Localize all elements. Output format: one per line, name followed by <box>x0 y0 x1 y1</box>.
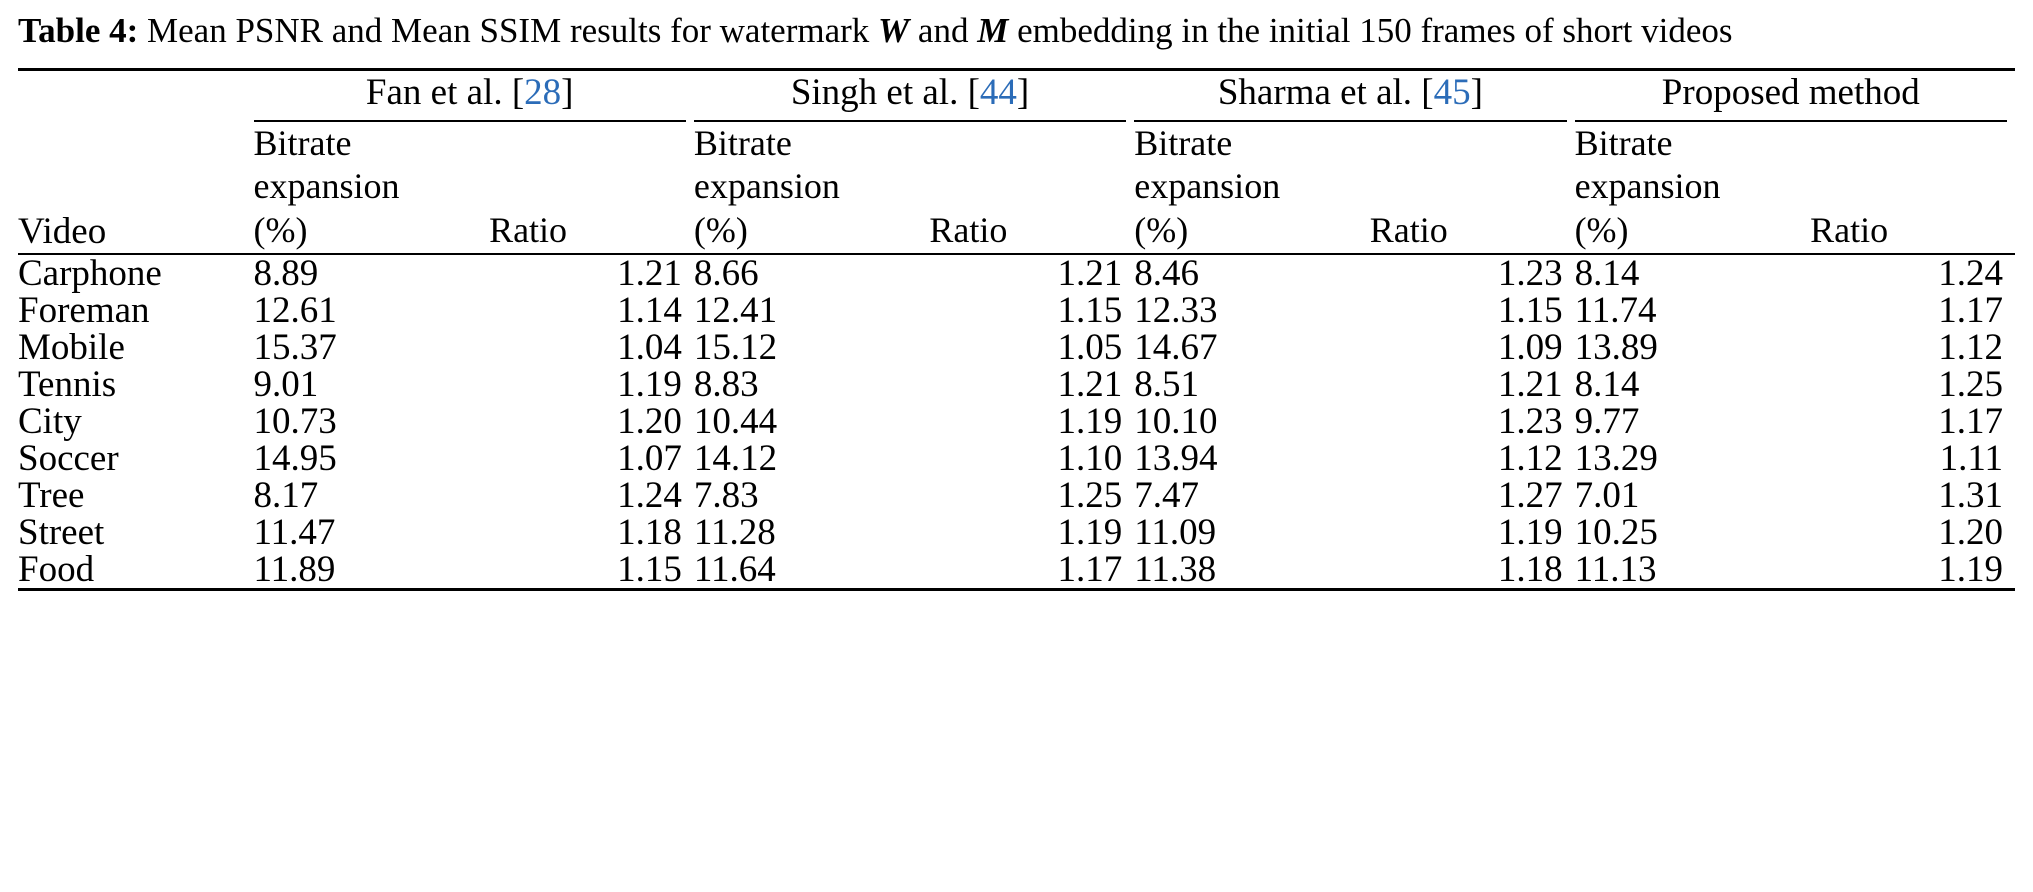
sub-bitrate-line1: Bitrate <box>1574 122 1673 163</box>
cell-ratio-singh: 1.21 <box>929 254 1134 292</box>
cell-bitrate-sharma: 8.51 <box>1134 364 1199 406</box>
group-singh-ref[interactable]: 44 <box>979 71 1017 113</box>
cell-bitrate-singh: 8.66 <box>694 254 930 292</box>
cell-bitrate-sharma: 13.94 <box>1134 438 1218 480</box>
cell-ratio-proposed: 1.12 <box>1938 327 2003 369</box>
sub-bitrate-line2: expansion <box>1574 166 1721 207</box>
caption-text-1: Mean PSNR and Mean SSIM results for watermark <box>138 11 879 50</box>
row-label: Food <box>18 549 95 591</box>
cell-ratio-fan: 1.21 <box>489 254 694 292</box>
cell-bitrate-proposed: 8.14 <box>1575 254 1811 292</box>
row-label: Tennis <box>18 364 117 406</box>
cell-ratio-singh: 1.10 <box>1057 438 1123 480</box>
cell-ratio-fan: 1.15 <box>617 549 682 591</box>
cell-ratio-fan: 1.18 <box>617 512 682 554</box>
cell-bitrate-proposed: 10.25 <box>1574 512 1658 554</box>
sub-bitrate-line2: expansion <box>693 166 840 207</box>
group-header-proposed <box>1575 69 2015 122</box>
cell-ratio-sharma: 1.27 <box>1497 475 1563 517</box>
sub-header-ratio-sharma: Ratio <box>1369 210 1448 251</box>
group-header-sharma <box>1134 69 1574 122</box>
cell-ratio-proposed: 1.11 <box>1939 438 2003 480</box>
cell-ratio-singh: 1.17 <box>1057 549 1123 591</box>
cell-bitrate-singh: 11.28 <box>693 512 776 554</box>
sub-bitrate-line2: expansion <box>253 166 400 207</box>
caption-label: Table 4: <box>18 11 139 50</box>
cell-bitrate-fan: 9.01 <box>253 364 319 406</box>
cell-ratio-singh: 1.05 <box>1057 327 1123 369</box>
caption-symbol-w: W <box>878 11 910 50</box>
table-row <box>18 477 2015 514</box>
cell-bitrate-proposed: 9.77 <box>1574 401 1640 443</box>
caption-text-3: embedding in the initial 150 frames of short videos <box>1008 11 1733 50</box>
cell-bitrate-proposed: 7.01 <box>1574 475 1640 517</box>
cell-ratio-sharma: 1.09 <box>1497 327 1563 369</box>
cell-bitrate-singh: 12.41 <box>693 290 778 332</box>
cell-bitrate-fan: 8.17 <box>253 475 319 517</box>
cell-bitrate-singh: 15.12 <box>693 327 778 369</box>
cell-bitrate-fan: 11.89 <box>253 549 336 591</box>
sub-bitrate-line1: Bitrate <box>253 122 352 163</box>
cell-ratio-sharma: 1.21 <box>1497 364 1563 406</box>
cell-ratio-sharma: 1.15 <box>1497 290 1563 332</box>
cell-ratio-proposed: 1.17 <box>1938 401 2003 443</box>
table-row <box>18 403 2015 440</box>
cell-ratio-singh: 1.25 <box>1057 475 1123 517</box>
sub-bitrate-line3: (%) <box>1574 210 1629 251</box>
cell-bitrate-sharma: 12.33 <box>1134 290 1218 332</box>
cell-bitrate-sharma: 7.47 <box>1134 475 1199 517</box>
cell-bitrate-proposed: 13.29 <box>1574 438 1658 480</box>
cell-ratio-singh: 1.19 <box>1057 512 1123 554</box>
sub-bitrate-line3: (%) <box>1134 210 1189 251</box>
results-table <box>18 68 2015 593</box>
sub-bitrate-line1: Bitrate <box>1134 122 1233 163</box>
caption-symbol-m: M <box>977 11 1009 50</box>
row-label: City <box>18 401 82 443</box>
cell-bitrate-sharma: 8.46 <box>1134 254 1370 292</box>
table-row <box>18 254 2015 292</box>
group-header-row <box>18 69 2015 122</box>
cell-ratio-sharma: 1.18 <box>1497 549 1563 591</box>
cell-bitrate-singh: 10.44 <box>693 401 778 443</box>
cell-bitrate-singh: 14.12 <box>693 438 778 480</box>
row-label: Tree <box>18 475 85 517</box>
cell-ratio-fan: 1.19 <box>617 364 682 406</box>
cell-bitrate-fan: 11.47 <box>253 512 336 554</box>
group-fan-close: ] <box>561 71 574 113</box>
group-sharma-name: Sharma et al. [ <box>1217 71 1434 113</box>
table-row <box>18 551 2015 590</box>
cell-bitrate-proposed: 13.89 <box>1574 327 1658 369</box>
sub-bitrate-line3: (%) <box>253 210 308 251</box>
cell-bitrate-proposed: 8.14 <box>1574 364 1640 406</box>
cell-ratio-singh: 1.21 <box>1057 364 1123 406</box>
table-row <box>18 514 2015 551</box>
group-header-singh <box>694 69 1134 122</box>
group-sharma-close: ] <box>1470 71 1483 113</box>
cell-ratio-singh: 1.15 <box>1057 290 1123 332</box>
cell-bitrate-sharma: 11.09 <box>1134 512 1217 554</box>
row-label: Street <box>18 512 105 554</box>
group-sharma-ref[interactable]: 45 <box>1433 71 1471 113</box>
row-label: Soccer <box>18 438 119 480</box>
cell-bitrate-proposed: 11.13 <box>1574 549 1657 591</box>
cell-ratio-proposed: 1.19 <box>1938 549 2003 591</box>
cell-ratio-proposed: 1.25 <box>1938 364 2003 406</box>
cell-bitrate-fan: 14.95 <box>253 438 337 480</box>
cell-ratio-fan: 1.04 <box>617 327 682 369</box>
table-row <box>18 440 2015 477</box>
cell-bitrate-sharma: 11.38 <box>1134 549 1217 591</box>
cell-bitrate-fan: 15.37 <box>253 327 337 369</box>
cell-bitrate-fan: 12.61 <box>253 290 337 332</box>
cell-ratio-fan: 1.07 <box>617 438 682 480</box>
sub-header-bitrate-singh <box>694 122 930 255</box>
sub-header-bitrate-proposed <box>1575 122 1811 255</box>
row-label: Mobile <box>18 327 125 369</box>
cell-bitrate-fan: 8.89 <box>254 254 490 292</box>
sub-header-ratio-fan: Ratio <box>489 210 568 251</box>
cell-bitrate-singh: 11.64 <box>693 549 776 591</box>
table-caption <box>18 8 2008 54</box>
caption-text-2: and <box>909 11 978 50</box>
table-row <box>18 366 2015 403</box>
sub-header-row <box>18 122 2015 255</box>
cell-ratio-fan: 1.24 <box>617 475 682 517</box>
cell-bitrate-sharma: 14.67 <box>1134 327 1218 369</box>
sub-header-bitrate-fan <box>254 122 490 255</box>
sub-bitrate-line2: expansion <box>1134 166 1281 207</box>
column-header-video: Video <box>18 69 254 254</box>
cell-ratio-proposed: 1.17 <box>1938 290 2003 332</box>
cell-ratio-singh: 1.19 <box>1057 401 1123 443</box>
sub-header-ratio-singh: Ratio <box>929 210 1008 251</box>
group-fan-ref[interactable]: 28 <box>524 71 562 113</box>
cell-ratio-sharma: 1.23 <box>1370 254 1575 292</box>
sub-header-bitrate-sharma <box>1134 122 1370 255</box>
row-label: Carphone <box>18 254 254 292</box>
cell-bitrate-fan: 10.73 <box>253 401 337 443</box>
cell-ratio-sharma: 1.23 <box>1497 401 1563 443</box>
cell-ratio-fan: 1.20 <box>617 401 682 443</box>
row-label: Foreman <box>18 290 150 332</box>
group-header-fan <box>254 69 694 122</box>
cell-bitrate-proposed: 11.74 <box>1574 290 1657 332</box>
group-proposed-name: Proposed method <box>1661 71 1920 113</box>
cell-ratio-proposed: 1.24 <box>1810 254 2015 292</box>
sub-header-ratio-proposed: Ratio <box>1810 210 1889 251</box>
cell-ratio-proposed: 1.31 <box>1938 475 2003 517</box>
cell-ratio-sharma: 1.12 <box>1497 438 1563 480</box>
table-row <box>18 292 2015 329</box>
cell-bitrate-sharma: 10.10 <box>1134 401 1218 443</box>
table-row <box>18 329 2015 366</box>
group-fan-name: Fan et al. [ <box>365 71 525 113</box>
group-singh-name: Singh et al. [ <box>790 71 980 113</box>
cell-bitrate-singh: 7.83 <box>693 475 759 517</box>
cell-ratio-fan: 1.14 <box>617 290 682 332</box>
cell-ratio-proposed: 1.20 <box>1938 512 2003 554</box>
cell-bitrate-singh: 8.83 <box>693 364 759 406</box>
sub-bitrate-line1: Bitrate <box>693 122 792 163</box>
table-bottom-rule <box>18 590 2015 593</box>
sub-bitrate-line3: (%) <box>693 210 748 251</box>
cell-ratio-sharma: 1.19 <box>1497 512 1563 554</box>
group-singh-close: ] <box>1016 71 1030 113</box>
